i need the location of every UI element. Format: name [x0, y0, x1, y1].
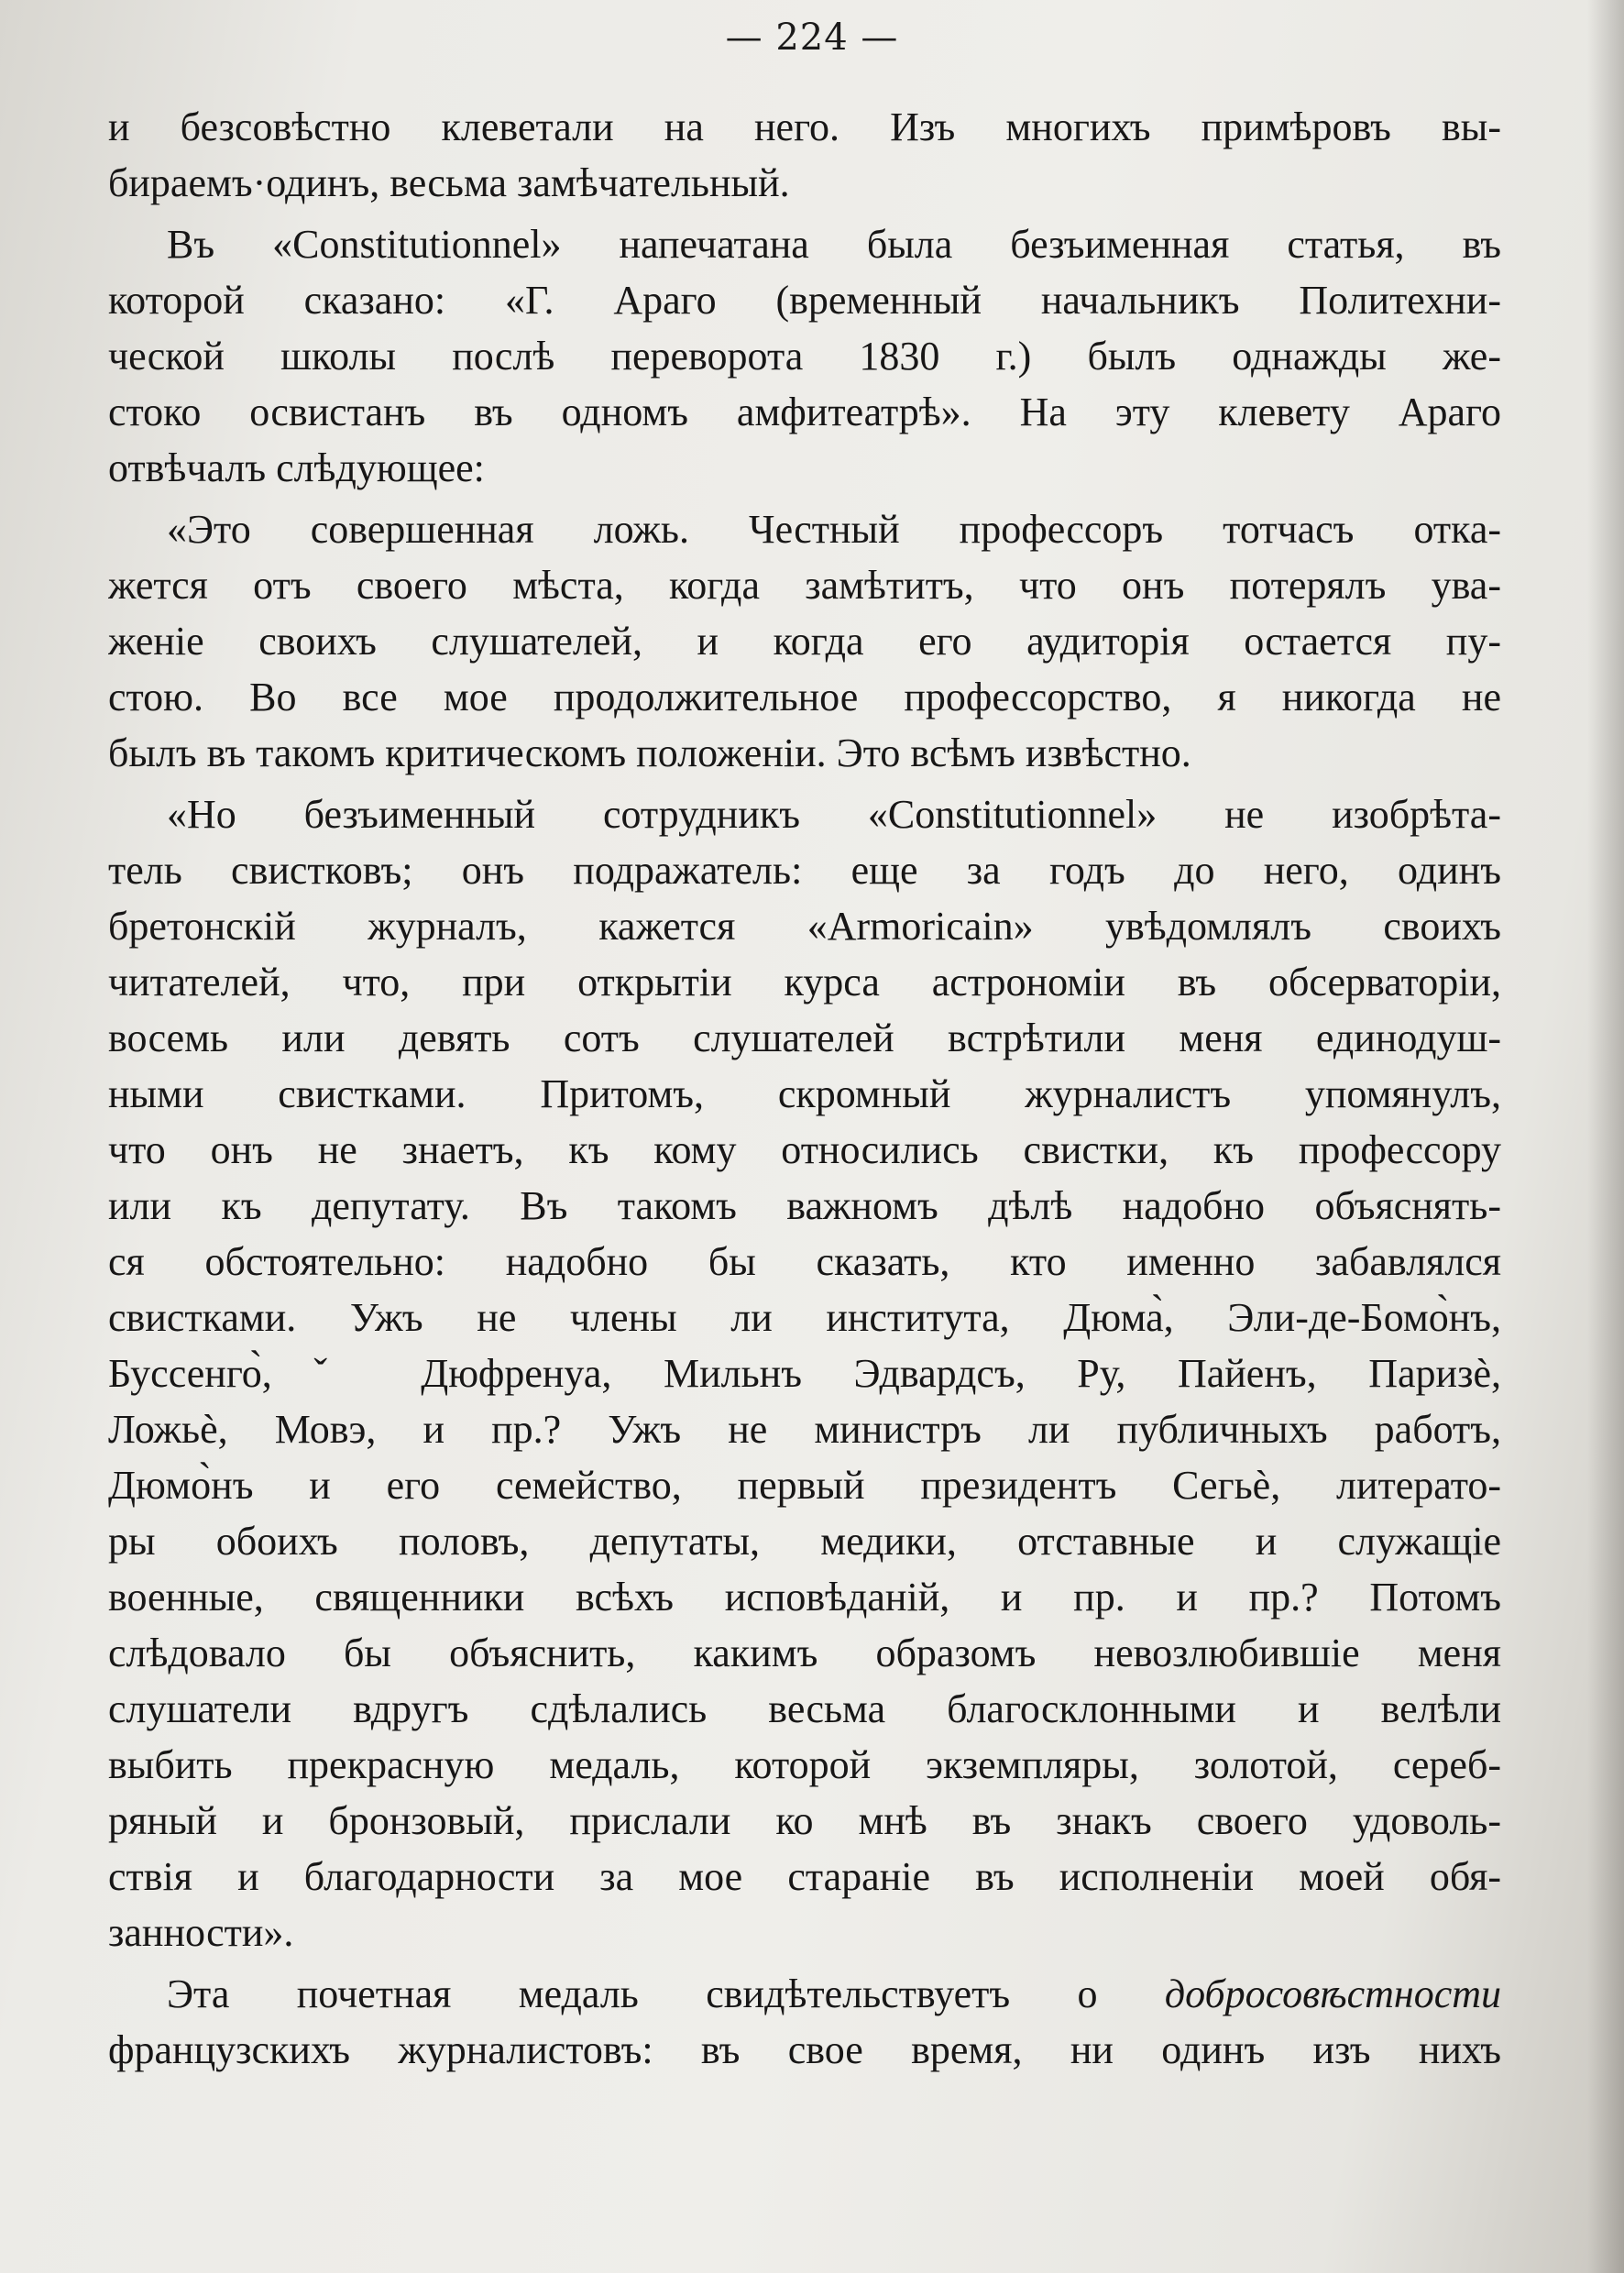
- text-line: военные, священники всѣхъ исповѣданій, и пр. и пр.? Потомъ: [108, 1575, 1501, 1620]
- text-line: стою. Во все мое продолжительное профессорство, я никогда не: [108, 675, 1501, 719]
- text-line: женіе своихъ слушателей, и когда его аудиторія остается пу-: [108, 619, 1501, 664]
- text-line: Ложьѐ, Мовэ, и пр.? Ужъ не министръ ли публичныхъ работъ,: [108, 1407, 1501, 1452]
- text-line: бираемъ·одинъ, весьма замѣчательный.: [108, 160, 790, 205]
- text-line: тель свистковъ; онъ подражатель: еще за годъ до него, одинъ: [108, 848, 1501, 893]
- text-line: ся обстоятельно: надобно бы сказать, кто именно забавлялся: [108, 1239, 1501, 1284]
- paragraph-1: [108, 99, 1501, 211]
- text-line: ряный и бронзовый, прислали ко мнѣ въ знакъ своего удоволь-: [108, 1798, 1501, 1843]
- text-line: Въ «Constitutionnel» напечатана была безъименная статья, въ: [167, 222, 1501, 267]
- text-line: или къ депутату. Въ такомъ важномъ дѣлѣ надобно объяснять-: [108, 1183, 1501, 1228]
- text-line: которой сказано: «Г. Араго (временный начальникъ Политехни-: [108, 278, 1501, 323]
- paragraph-4: [108, 786, 1501, 1960]
- paragraph-5: [108, 1966, 1501, 2078]
- text-line: французскихъ журналистовъ: въ свое время, ни одинъ изъ нихъ: [108, 2027, 1501, 2072]
- body-text: [108, 99, 1501, 2083]
- text-line: былъ въ такомъ критическомъ положеніи. Это всѣмъ извѣстно.: [108, 730, 1191, 775]
- text-line: «Это совершенная ложь. Честный профессоръ тотчасъ отка-: [167, 507, 1501, 552]
- text-line: ческой школы послѣ переворота 1830 г.) былъ однажды же-: [108, 334, 1501, 379]
- text-line: ными свистками. Притомъ, скромный журналистъ упомянулъ,: [108, 1071, 1501, 1116]
- text-line: восемь или девять сотъ слушателей встрѣтили меня единодуш-: [108, 1016, 1501, 1060]
- text-line: Дюмо̀нъ и его семейство, первый президентъ Сегьѐ, литерато-: [108, 1463, 1501, 1508]
- text-line: ры обоихъ половъ, депутаты, медики, отставные и служащіе: [108, 1519, 1501, 1564]
- text-line: слѣдовало бы объяснить, какимъ образомъ невозлюбившіе меня: [108, 1631, 1501, 1675]
- text-line: слушатели вдругъ сдѣлались весьма благосклонными и велѣли: [108, 1686, 1501, 1731]
- text-line: жется отъ своего мѣста, когда замѣтитъ, что онъ потерялъ ува-: [108, 563, 1501, 608]
- text-line: занности».: [108, 1910, 294, 1955]
- line-text: Эта почетная медаль свидѣтельствуетъ о: [167, 1971, 1098, 2016]
- text-line: «Но безъименный сотрудникъ «Constitutionnel» не изобрѣта-: [167, 792, 1501, 837]
- paragraph-3: [108, 501, 1501, 781]
- text-line: и безсовѣстно клеветали на него. Изъ многихъ примѣровъ вы-: [108, 104, 1501, 149]
- paragraph-2: [108, 216, 1501, 496]
- italic-word: добросовѣстности: [1164, 1971, 1501, 2016]
- text-line: стоко освистанъ въ одномъ амфитеатрѣ». На эту клевету Араго: [108, 390, 1501, 434]
- text-line: выбить прекрасную медаль, которой экземпляры, золотой, сереб-: [108, 1742, 1501, 1787]
- page-number: — 224 —: [725, 16, 899, 59]
- text-line: ствія и благодарности за мое стараніе въ исполненіи моей обя-: [108, 1854, 1501, 1899]
- text-line: что онъ не знаетъ, къ кому относились свистки, къ профессору: [108, 1127, 1501, 1172]
- text-line: отвѣчалъ слѣдующее:: [108, 445, 485, 490]
- text-line: Буссенго̀,ˇ Дюфренуа, Мильнъ Эдвардсъ, Ру, Пайенъ, Паризѐ,: [108, 1351, 1501, 1396]
- text-line: [108, 1966, 1501, 2022]
- text-line: бретонскій журналъ, кажется «Armoricain» увѣдомлялъ своихъ: [108, 904, 1501, 949]
- text-line: свистками. Ужъ не члены ли института, Дюма̀, Эли-де-Бомо̀нъ,: [108, 1295, 1501, 1340]
- text-line: читателей, что, при открытіи курса астрономіи въ обсерваторіи,: [108, 960, 1501, 1005]
